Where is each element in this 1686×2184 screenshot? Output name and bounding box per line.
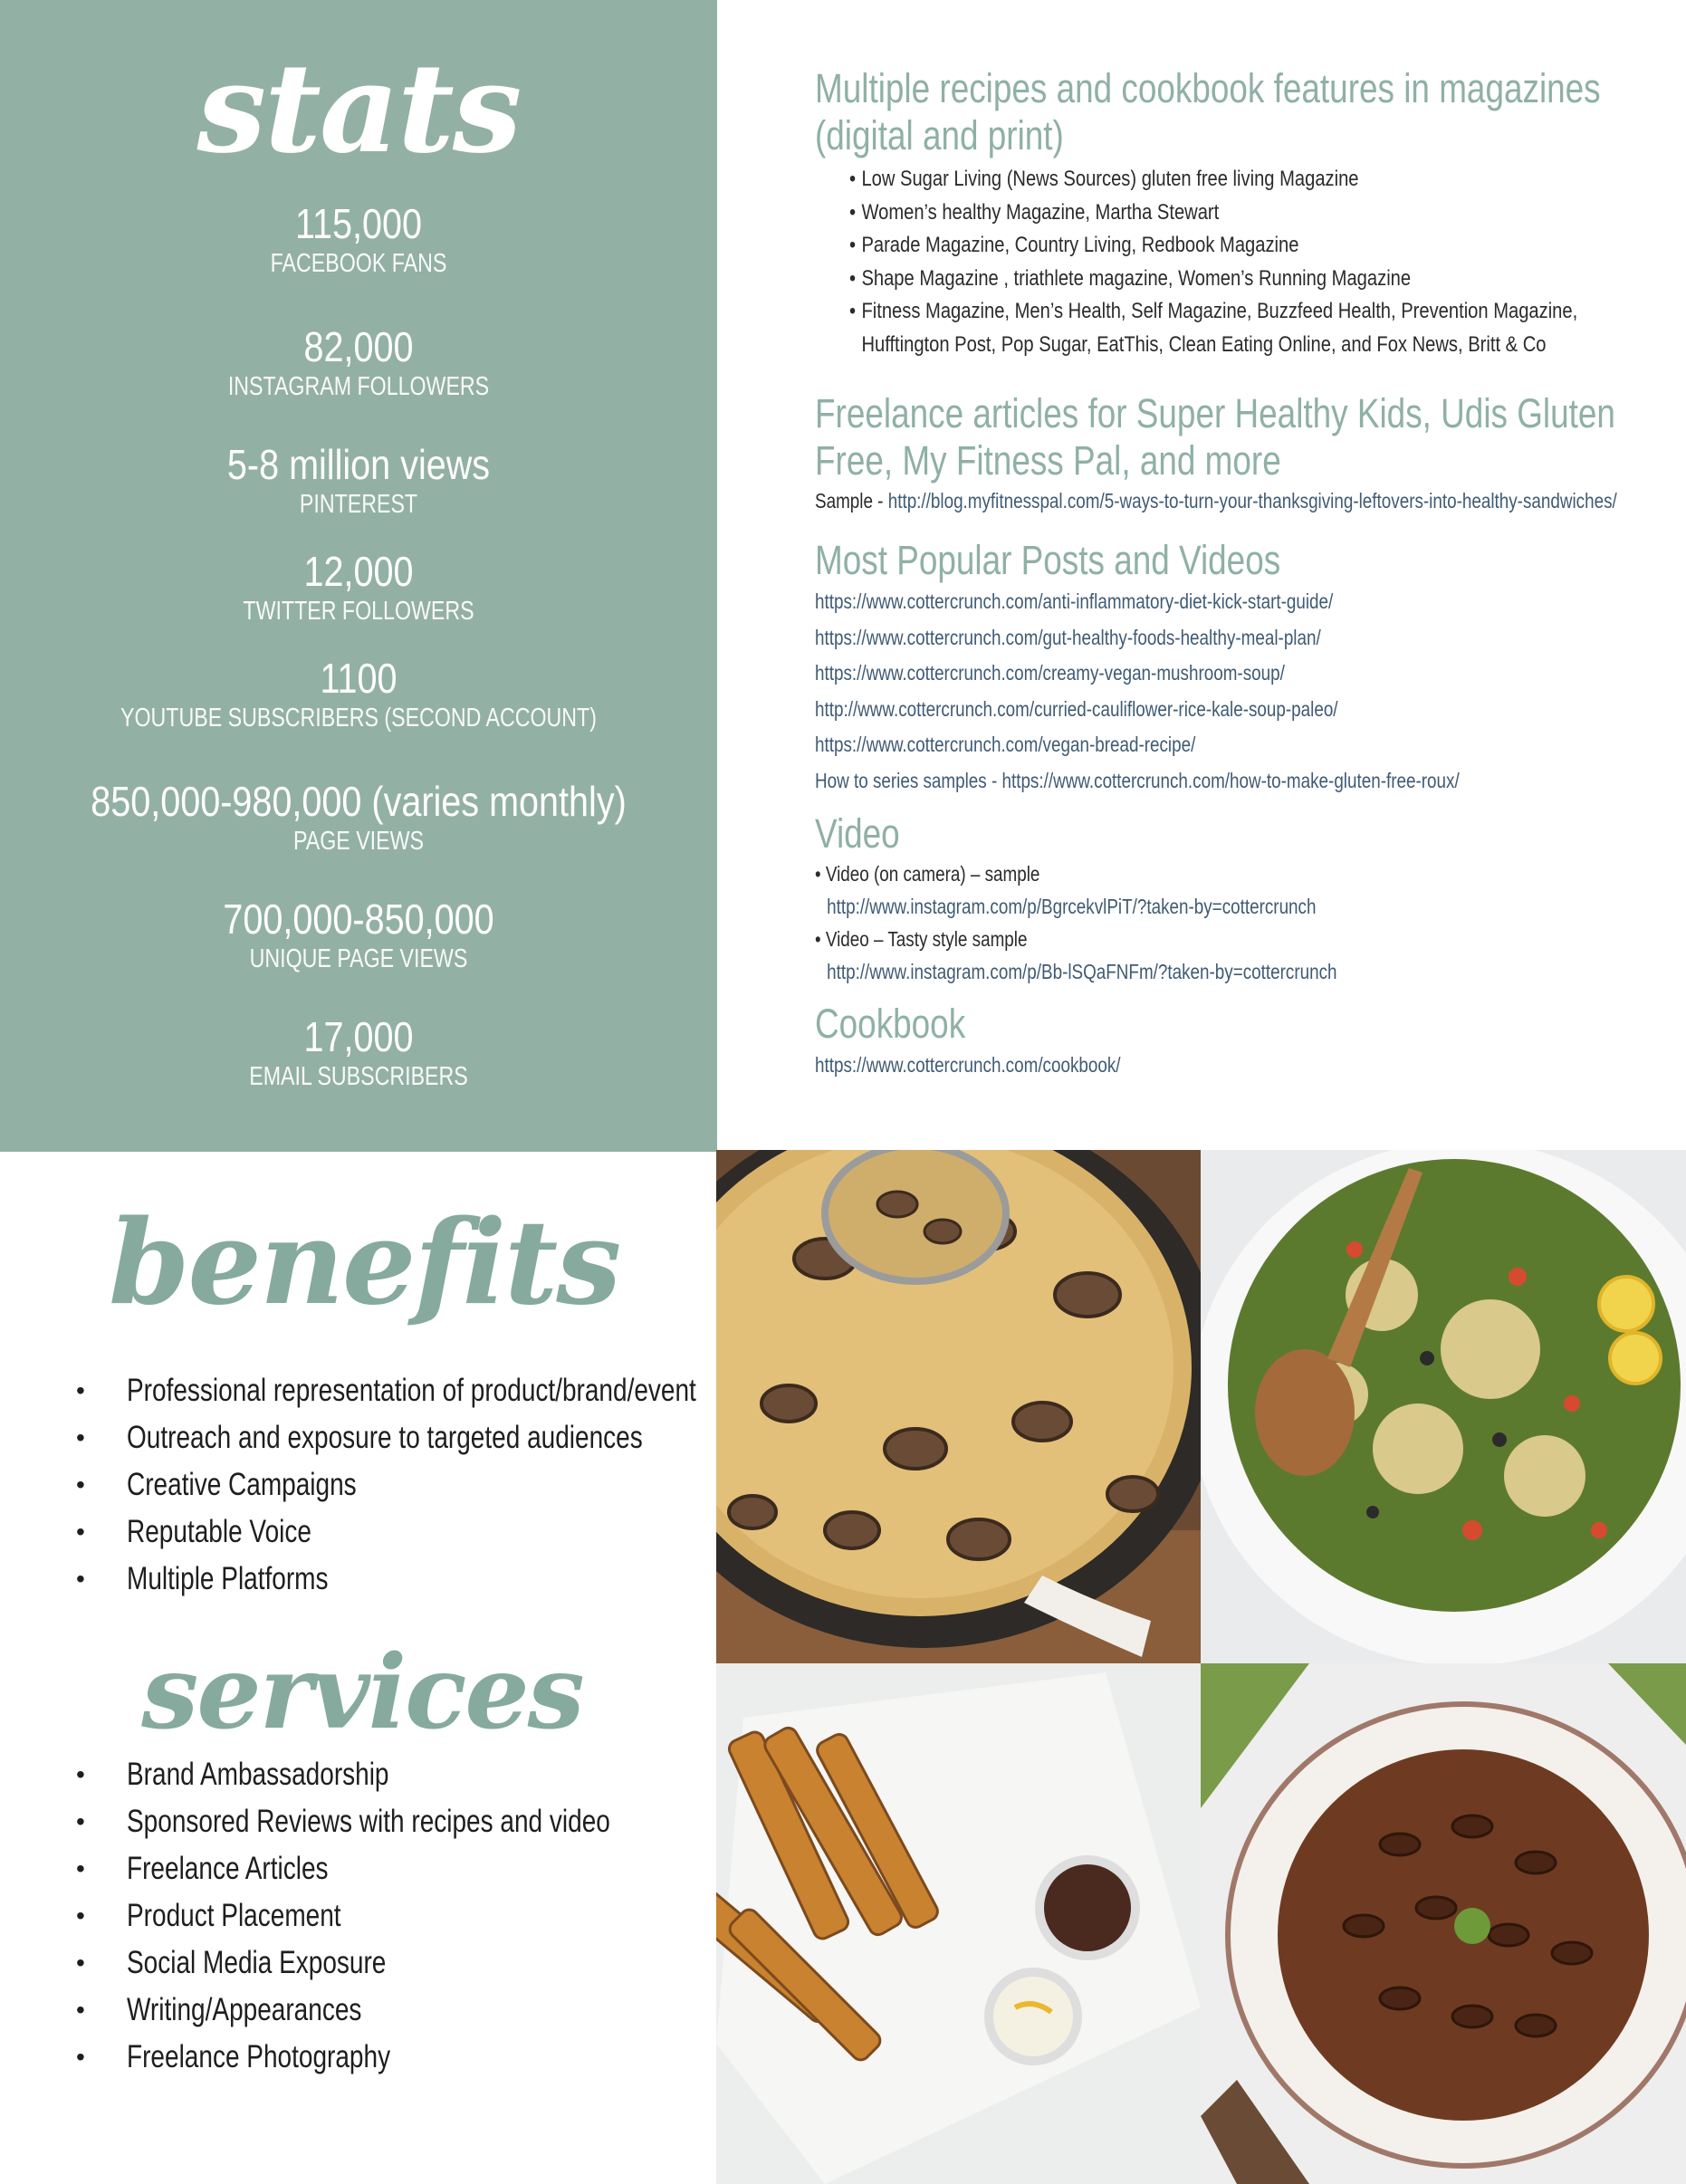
list-item [76,1751,731,1798]
freelance-title-line2: Free, My Fitness Pal, and more [815,437,1281,484]
popular-link[interactable]: http://www.cottercrunch.com/curried-cauliflower-rice-kale-soup-paleo/ [815,696,1338,721]
stat-value: 12,000 [303,548,414,595]
magazines-title-line2: (digital and print) [815,112,1064,158]
list-item-text: Sponsored Reviews with recipes and video [127,1804,610,1839]
list-item [76,1987,731,2034]
stat-value: 5-8 million views [226,441,491,488]
benefits-heading: benefits [109,1195,620,1331]
list-item-text: Reputable Voice [127,1514,311,1549]
stat-value: 115,000 [294,200,423,247]
sweet-potato-fries-photo [716,1663,1201,2184]
stats-heading: stats [196,36,521,181]
list-item: • Women’s healthy Magazine, Martha Stewart [849,196,1653,230]
video-link[interactable]: http://www.instagram.com/p/Bb-lSQaFNFm/?taken-by=cottercrunch [827,959,1337,983]
popular-section [815,537,1648,800]
stat-label: PINTEREST [299,490,418,519]
video-item-label: • Video (on camera) – sample [815,861,1040,886]
stat-value: 700,000-850,000 [223,896,494,943]
video-item-label: • Video – Tasty style sample [815,926,1028,951]
sample-prefix: Sample - [815,489,888,512]
list-item-text: Professional representation of product/brand/event [127,1373,696,1408]
stat-facebook [0,199,717,279]
stat-value: 82,000 [303,323,414,370]
content-column [815,65,1648,1083]
pecan-pie-photo [1201,1663,1686,2184]
video-link[interactable]: http://www.instagram.com/p/BgrcekvlPiT/?taken-by=cottercrunch [827,894,1317,918]
popular-link-how-to[interactable]: How to series samples - https://www.cottercrunch.com/how-to-make-gluten-free-roux/ [815,768,1460,792]
magazines-section [815,65,1648,361]
list-item: • Low Sugar Living (News Sources) gluten free living Magazine [849,163,1653,196]
stat-label: TWITTER FOLLOWERS [243,597,474,626]
list-item-text: Freelance Photography [127,2039,391,2074]
stat-pinterest [0,440,717,520]
stat-label: FACEBOOK FANS [270,249,447,278]
list-item-text: Freelance Articles [127,1851,329,1886]
sample-link[interactable]: http://blog.myfitnesspal.com/5-ways-to-turn-your-thanksgiving-leftovers-into-healthy-sandwiches/ [887,489,1617,512]
cookbook-section [815,1001,1648,1084]
list-item [76,1940,731,1987]
stat-youtube [0,654,717,733]
services-heading: services [141,1633,583,1752]
quinoa-salad-photo [1201,1150,1686,1663]
stat-value: 1100 [320,655,398,702]
list-item-text: Multiple Platforms [127,1561,329,1596]
cookbook-title: Cookbook [815,1000,966,1047]
video-section [815,810,1648,988]
stat-label: EMAIL SUBSCRIBERS [249,1062,468,1091]
list-item: • Parade Magazine, Country Living, Redbook Magazine [849,229,1653,263]
list-item [76,1845,731,1892]
mushroom-soup-photo [716,1150,1201,1663]
list-item-text: Writing/Appearances [127,1992,362,2027]
list-item-text: Social Media Exposure [127,1945,387,1980]
list-item-text: Brand Ambassadorship [127,1757,389,1792]
video-title: Video [815,809,900,857]
list-item-continuation: Hufftington Post, Pop Sugar, EatThis, Clean Eating Online, and Fox News, Britt & Co [861,331,1547,357]
magazines-title-line1: Multiple recipes and cookbook features in magazines [815,65,1601,111]
stat-unique-page-views [0,895,717,974]
stat-email [0,1012,717,1092]
freelance-section [815,390,1648,517]
magazines-list [849,163,1648,361]
stat-label: YOUTUBE SUBSCRIBERS (SECOND ACCOUNT) [120,704,597,733]
list-item-text: Product Placement [127,1898,341,1933]
list-item [76,2034,731,2081]
popular-title: Most Popular Posts and Videos [815,537,1281,583]
stat-label: PAGE VIEWS [293,827,424,856]
stat-label: INSTAGRAM FOLLOWERS [227,372,490,401]
stat-page-views [0,777,717,857]
list-item [76,1798,731,1845]
stat-twitter [0,547,717,627]
stat-value: 850,000-980,000 (varies monthly) [91,778,627,825]
popular-link[interactable]: https://www.cottercrunch.com/vegan-bread-recipe/ [815,733,1196,757]
stat-value: 17,000 [303,1013,414,1060]
list-item-text: Outreach and exposure to targeted audiences [127,1420,643,1455]
list-item-text: Creative Campaigns [127,1467,357,1502]
popular-link[interactable]: https://www.cottercrunch.com/creamy-vegan-mushroom-soup/ [815,661,1285,685]
popular-link[interactable]: https://www.cottercrunch.com/gut-healthy-foods-healthy-meal-plan/ [815,625,1321,649]
list-item [76,1892,731,1940]
list-item: • Fitness Magazine, Men’s Health, Self Magazine, Buzzfeed Health, Prevention Magazine, [849,295,1653,329]
list-item: • Shape Magazine , triathlete magazine, Women’s Running Magazine [849,263,1653,296]
freelance-sample [815,484,1648,517]
freelance-title-line1: Freelance articles for Super Healthy Kids, Udis Gluten [815,390,1615,436]
cookbook-link[interactable]: https://www.cottercrunch.com/cookbook/ [815,1052,1121,1077]
stat-instagram [0,322,717,402]
popular-link[interactable]: https://www.cottercrunch.com/anti-inflammatory-diet-kick-start-guide/ [815,589,1334,613]
stats-panel [0,0,717,1152]
services-list [76,1751,731,2081]
stat-label: UNIQUE PAGE VIEWS [249,944,468,973]
